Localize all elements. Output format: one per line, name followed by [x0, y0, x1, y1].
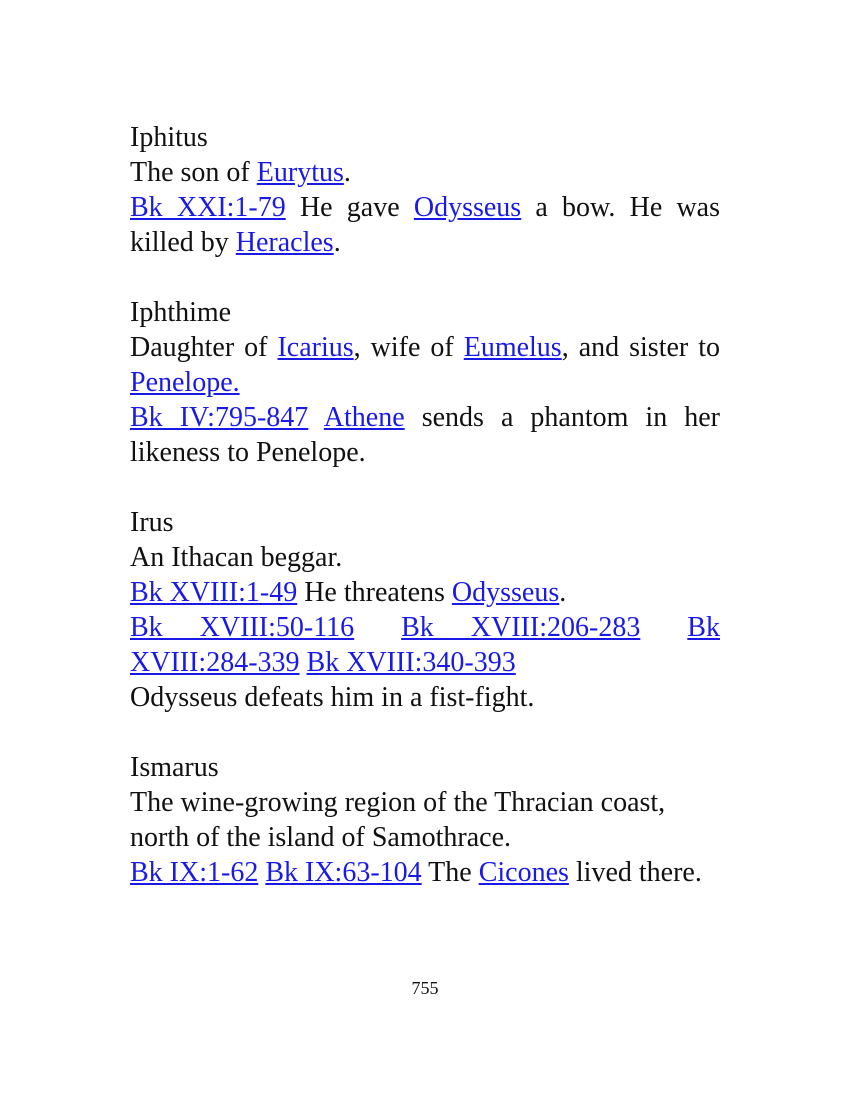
document-body: [130, 120, 720, 925]
entry-irus: [130, 505, 720, 715]
link-bk-ix-63-104[interactable]: Bk IX:63-104: [265, 857, 422, 888]
link-bk-xviii-284-339-part2[interactable]: XVIII:284-339: [130, 647, 300, 678]
entry-description: The son of Eurytus.: [130, 157, 351, 188]
entry-note: Odysseus defeats him in a fist-fight.: [130, 682, 535, 713]
link-odysseus[interactable]: Odysseus: [451, 577, 560, 608]
link-bk-xxi-1-79[interactable]: Bk XXI:1-79: [130, 192, 286, 223]
entry-references: Bk IX:1-62 Bk IX:63-104 The Cicones lived there.: [130, 857, 702, 888]
link-bk-xviii-50-116[interactable]: Bk XVIII:50-116: [130, 612, 355, 643]
link-bk-xviii-1-49[interactable]: Bk XVIII:1-49: [130, 577, 298, 608]
entry-title: Iphthime: [130, 297, 232, 328]
entry-references: Bk XVIII:1-49 He threatens Odysseus.: [130, 577, 567, 608]
entry-references: Bk IV:795-847 Athene sends a phantom in her likeness to Penelope.: [130, 402, 721, 468]
entry-iphthime: [130, 295, 720, 470]
link-cicones[interactable]: Cicones: [478, 857, 569, 888]
entry-description: An Ithacan beggar.: [130, 542, 343, 573]
link-heracles[interactable]: Heracles: [235, 227, 334, 258]
link-icarius[interactable]: Icarius: [277, 332, 354, 363]
link-bk-ix-1-62[interactable]: Bk IX:1-62: [130, 857, 259, 888]
entry-ismarus: [130, 750, 720, 890]
link-penelope[interactable]: Penelope.: [130, 367, 240, 398]
link-eumelus[interactable]: Eumelus: [463, 332, 562, 363]
entry-references-row: [130, 645, 720, 680]
entry-iphitus: [130, 120, 720, 260]
entry-title: Ismarus: [130, 752, 219, 783]
link-bk-iv-795-847[interactable]: Bk IV:795-847: [130, 402, 309, 433]
entry-title: Irus: [130, 507, 174, 538]
link-bk-xviii-284-339-part1[interactable]: Bk: [687, 612, 720, 643]
link-eurytus[interactable]: Eurytus: [256, 157, 344, 188]
link-athene[interactable]: Athene: [323, 402, 405, 433]
page-number: 755: [411, 978, 439, 998]
entry-title: Iphitus: [130, 122, 208, 153]
entry-description: The wine-growing region of the Thracian coast, north of the island of Samothrace.: [130, 787, 666, 853]
entry-references-row: [130, 610, 720, 645]
link-bk-xviii-206-283[interactable]: Bk XVIII:206-283: [401, 612, 641, 643]
entry-references: Bk XXI:1-79 He gave Odysseus a bow. He was killed by Heracles.: [130, 192, 720, 258]
link-bk-xviii-340-393[interactable]: Bk XVIII:340-393: [306, 647, 516, 678]
entry-description: Daughter of Icarius, wife of Eumelus, and sister to Penelope.: [130, 332, 720, 398]
link-odysseus[interactable]: Odysseus: [413, 192, 522, 223]
